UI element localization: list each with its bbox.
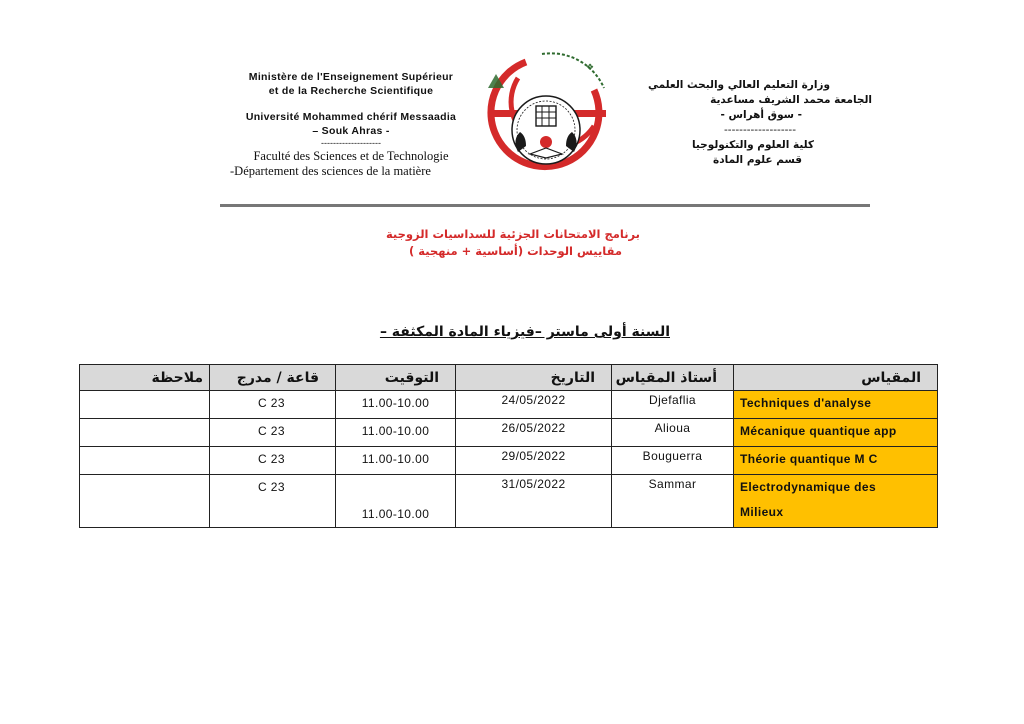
exam-schedule-table	[79, 364, 938, 528]
cell-module-line1: Electrodynamique des	[740, 480, 877, 494]
cell-module: Techniques d'analyse	[734, 391, 938, 419]
cell-note	[80, 447, 210, 475]
cell-teacher: Bouguerra	[612, 447, 734, 475]
cell-date: 31/05/2022	[456, 475, 612, 528]
department-name-ar: قسم علوم المادة	[713, 154, 802, 166]
header-teacher: أستاذ المقياس	[612, 365, 734, 391]
header-divider	[220, 204, 870, 207]
header-right-block	[640, 78, 872, 168]
table-row	[80, 419, 938, 447]
university-name-ar: الجامعة محمد الشريف مساعدية	[710, 94, 872, 106]
exam-program-title	[300, 226, 640, 260]
city-name-ar: - سوق أهراس -	[720, 109, 802, 121]
cell-teacher: Sammar	[612, 475, 734, 528]
separator-dashes-fr: --------------------	[321, 138, 381, 148]
table-row	[80, 475, 938, 528]
department-name-fr: -Département des sciences de la matière	[230, 164, 431, 178]
cell-module: Mécanique quantique app	[734, 419, 938, 447]
ministry-name-ar: وزارة التعليم العالي والبحث العلمي	[647, 79, 830, 91]
cell-module	[734, 475, 938, 528]
ministry-name-fr-2: et de la Recherche Scientifique	[268, 85, 434, 97]
exam-program-line2: مقاييس الوحدات (أساسية + منهجية )	[409, 244, 622, 258]
table-row	[80, 447, 938, 475]
cell-room: C 23	[210, 419, 336, 447]
cell-note	[80, 475, 210, 528]
cell-time: 11.00-10.00	[336, 419, 456, 447]
program-title: السنة أولى ماستر –فيزياء المادة المكثفة –	[379, 324, 670, 340]
separator-dashes-ar: -------------------	[724, 124, 796, 136]
cell-note	[80, 391, 210, 419]
cell-room: C 23	[210, 475, 336, 528]
cell-teacher: Djefaflia	[612, 391, 734, 419]
header-module: المقياس	[734, 365, 938, 391]
cell-time: 11.00-10.00	[336, 391, 456, 419]
university-name-fr: Université Mohammed chérif Messaadia	[245, 111, 457, 123]
cell-module: Théorie quantique M C	[734, 447, 938, 475]
cell-time: 11.00-10.00	[336, 475, 456, 528]
faculty-name-fr: Faculté des Sciences et de Technologie	[253, 149, 449, 163]
city-name-fr: – Souk Ahras -	[312, 125, 390, 137]
table-row	[80, 391, 938, 419]
header-left-block	[226, 70, 476, 179]
cell-date: 26/05/2022	[456, 419, 612, 447]
header-date: التاريخ	[456, 365, 612, 391]
cell-room: C 23	[210, 391, 336, 419]
cell-teacher: Alioua	[612, 419, 734, 447]
cell-time: 11.00-10.00	[336, 447, 456, 475]
cell-room: C 23	[210, 447, 336, 475]
cell-module-line2: Milieux	[740, 505, 784, 519]
header-note: ملاحظة	[80, 365, 210, 391]
header-room: قاعة / مدرج	[210, 365, 336, 391]
header-time: التوقيت	[336, 365, 456, 391]
university-seal-icon	[482, 48, 614, 198]
cell-date: 24/05/2022	[456, 391, 612, 419]
ministry-name-fr: Ministère de l'Enseignement Supérieur	[248, 71, 454, 83]
cell-note	[80, 419, 210, 447]
svg-text:❖: ❖	[586, 63, 595, 73]
cell-date: 29/05/2022	[456, 447, 612, 475]
table-header-row	[80, 365, 938, 391]
exam-program-line1: برنامج الامتحانات الجزئية للسداسيات الزوجية	[385, 227, 640, 241]
faculty-name-ar: كلية العلوم والتكنولوجيا	[691, 139, 814, 151]
